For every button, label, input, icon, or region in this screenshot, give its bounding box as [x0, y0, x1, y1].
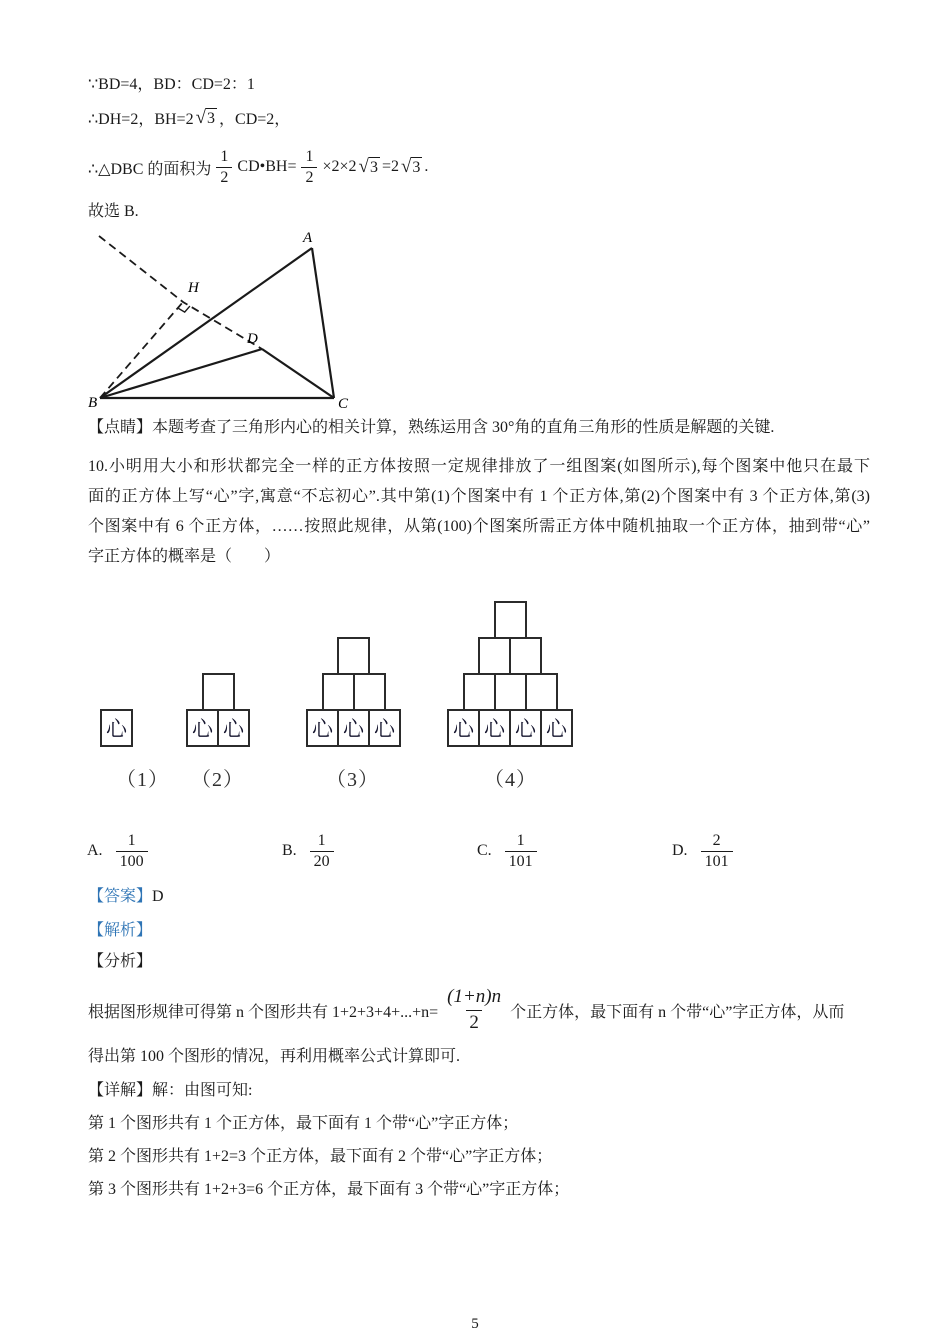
cube-heart: 心	[478, 709, 511, 747]
numerator: 1	[127, 832, 136, 849]
detail-tag: 【详解】	[88, 1082, 153, 1099]
analysis-line-2	[88, 1046, 460, 1068]
detail-head-text: 解：由图可知:	[152, 1082, 253, 1099]
option-label: B.	[282, 842, 297, 860]
dashed-line-through-H-to-D	[99, 236, 262, 349]
cube-empty	[353, 673, 386, 711]
numerator: 1	[516, 832, 525, 849]
detail-head-line	[88, 1080, 252, 1102]
cube-row	[447, 709, 573, 747]
option-fraction	[505, 832, 537, 870]
jiexi-line	[88, 920, 152, 942]
answer-value: D	[152, 888, 164, 905]
numerator: 2	[712, 832, 721, 849]
figure-4-label: （4）	[484, 769, 537, 791]
radicand: 3	[207, 109, 216, 127]
cube-heart: 心	[306, 709, 339, 747]
cube-heart: 心	[447, 709, 480, 747]
analysis-formula-line	[88, 982, 844, 1038]
cube-empty	[509, 637, 542, 675]
numerator: 1	[305, 147, 314, 165]
figure-4	[447, 601, 573, 747]
option-fraction	[310, 832, 334, 870]
cube-row	[100, 709, 133, 747]
figure-3-label: （3）	[326, 769, 379, 791]
radical-sign: √	[195, 106, 207, 128]
page-number: 5	[471, 1316, 479, 1332]
figure-2-label: （2）	[191, 769, 244, 791]
answer-line	[88, 886, 164, 908]
cube-heart: 心	[337, 709, 370, 747]
line-BD	[100, 349, 262, 398]
question-line: 个图案中有 6 个正方体，……按照此规律，从第(100)个图案所需正方体中随机抽取一个正方体，抽到带“心”	[88, 518, 870, 535]
cube-heart: 心	[540, 709, 573, 747]
analysis-text: 根据图形规律可得第 n 个图形共有 1+2+3+4+...+n=	[88, 1003, 439, 1021]
conclusion-line	[88, 201, 139, 223]
answer-choice-text: 故选 B.	[88, 203, 139, 220]
figure-1	[100, 709, 133, 747]
fenxi-line	[88, 951, 152, 973]
options-row	[0, 824, 950, 879]
formula-text: ∴△DBC 的面积为	[88, 160, 212, 178]
cube-empty	[337, 637, 370, 675]
cube-empty	[463, 673, 496, 711]
geometry-diagram	[88, 227, 360, 415]
numerator: 1	[220, 147, 229, 165]
detail-line-1: 第 1 个图形共有 1 个正方体，最下面有 1 个带“心”字正方体；	[88, 1115, 519, 1132]
radicand: 3	[369, 159, 378, 176]
formula-text: ∵BD=4，BD：CD=2：1	[88, 76, 255, 93]
key-point-note	[88, 417, 774, 439]
vertex-label-D: D	[247, 331, 258, 347]
option-label: C.	[477, 842, 492, 860]
cube-row	[186, 709, 250, 747]
option-C	[477, 832, 542, 870]
figures-area	[88, 588, 870, 800]
numerator: (1+n)n	[447, 985, 502, 1007]
fraction-half	[216, 148, 232, 186]
formula-text: ∴DH=2，BH=2	[88, 111, 194, 128]
cube-row	[494, 601, 527, 639]
radical-sign: √	[400, 156, 412, 177]
cube-empty	[494, 601, 527, 639]
sqrt-3	[196, 108, 217, 128]
formula-text: .	[424, 158, 429, 175]
formula-text: ，CD=2，	[219, 111, 291, 128]
cube-row	[202, 673, 235, 711]
fenxi-tag: 【分析】	[88, 953, 153, 970]
question-paragraph	[88, 452, 870, 572]
cube-heart: 心	[217, 709, 250, 747]
analysis-text: 个正方体，最下面有 n 个带“心”字正方体，从而	[510, 1003, 845, 1021]
cube-row	[306, 709, 401, 747]
option-label: D.	[672, 842, 688, 860]
sqrt-3	[359, 157, 380, 177]
jiexi-tag: 【解析】	[88, 922, 153, 939]
question-line: 10.小明用大小和形状都完全一样的正方体按照一定规律排放了一组图案(如图所示),每个图案中他只在最下	[88, 458, 870, 475]
formula-line-3	[88, 142, 428, 192]
line-DC	[262, 349, 334, 398]
question-line: 字正方体的概率是（ ）	[88, 548, 281, 565]
figure-3	[306, 637, 401, 747]
option-D	[672, 832, 738, 870]
fraction-half	[301, 148, 317, 186]
cube-empty	[478, 637, 511, 675]
analysis-text: 得出第 100 个图形的情况，再利用概率公式计算即可.	[88, 1048, 461, 1065]
denominator: 2	[301, 167, 317, 187]
cube-heart: 心	[186, 709, 219, 747]
formula-line-1	[88, 74, 255, 96]
cube-empty	[494, 673, 527, 711]
cube-heart: 心	[509, 709, 542, 747]
cube-empty	[322, 673, 355, 711]
sqrt-3	[401, 157, 422, 177]
option-B	[282, 832, 339, 870]
radical-sign: √	[358, 156, 369, 177]
denominator: 101	[701, 851, 733, 871]
line-AC	[312, 248, 334, 398]
option-fraction	[116, 832, 148, 870]
cube-row	[478, 637, 542, 675]
vertex-label-H: H	[188, 280, 199, 296]
figure-2	[186, 673, 250, 747]
cube-empty	[525, 673, 558, 711]
formula-text: =2	[381, 158, 399, 175]
figure-1-label: （1）	[116, 769, 169, 791]
vertex-label-B: B	[88, 395, 98, 411]
vertex-label-C: C	[338, 396, 349, 412]
cube-empty	[202, 673, 235, 711]
denominator: 100	[116, 851, 148, 871]
denominator: 2	[216, 167, 232, 187]
cube-heart: 心	[100, 709, 133, 747]
cube-row	[322, 673, 386, 711]
denominator: 2	[466, 1010, 482, 1034]
option-label: A.	[87, 842, 103, 860]
detail-line-2: 第 2 个图形共有 1+2=3 个正方体，最下面有 2 个带“心”字正方体；	[88, 1148, 553, 1165]
note-text: 【点睛】本题考查了三角形内心的相关计算，熟练运用含 30°角的直角三角形的性质是解题的关键.	[88, 419, 775, 436]
formula-text: CD•BH=	[237, 158, 297, 175]
vertex-label-A: A	[303, 230, 313, 246]
numerator: 1	[317, 832, 326, 849]
line-BA	[100, 248, 312, 398]
denominator: 101	[505, 851, 537, 871]
detail-line-3: 第 3 个图形共有 1+2+3=6 个正方体，最下面有 3 个带“心”字正方体；	[88, 1181, 570, 1198]
denominator: 20	[310, 851, 334, 871]
fraction-1plusn-n-over-2	[444, 987, 504, 1034]
cube-heart: 心	[368, 709, 401, 747]
formula-text: ×2×2	[322, 158, 357, 175]
question-line: 面的正方体上写“心”字,寓意“不忘初心”.其中第(1)个图案中有 1 个正方体,第(2)个图案中有 3 个正方体,第(3)	[88, 488, 870, 505]
answer-tag: 【答案】	[88, 888, 153, 905]
formula-line-2	[88, 106, 290, 129]
cube-row	[337, 637, 370, 675]
cube-row	[463, 673, 558, 711]
radicand: 3	[412, 159, 421, 176]
dashed-line-BH	[100, 302, 183, 398]
option-fraction	[701, 832, 733, 870]
option-A	[87, 832, 153, 870]
